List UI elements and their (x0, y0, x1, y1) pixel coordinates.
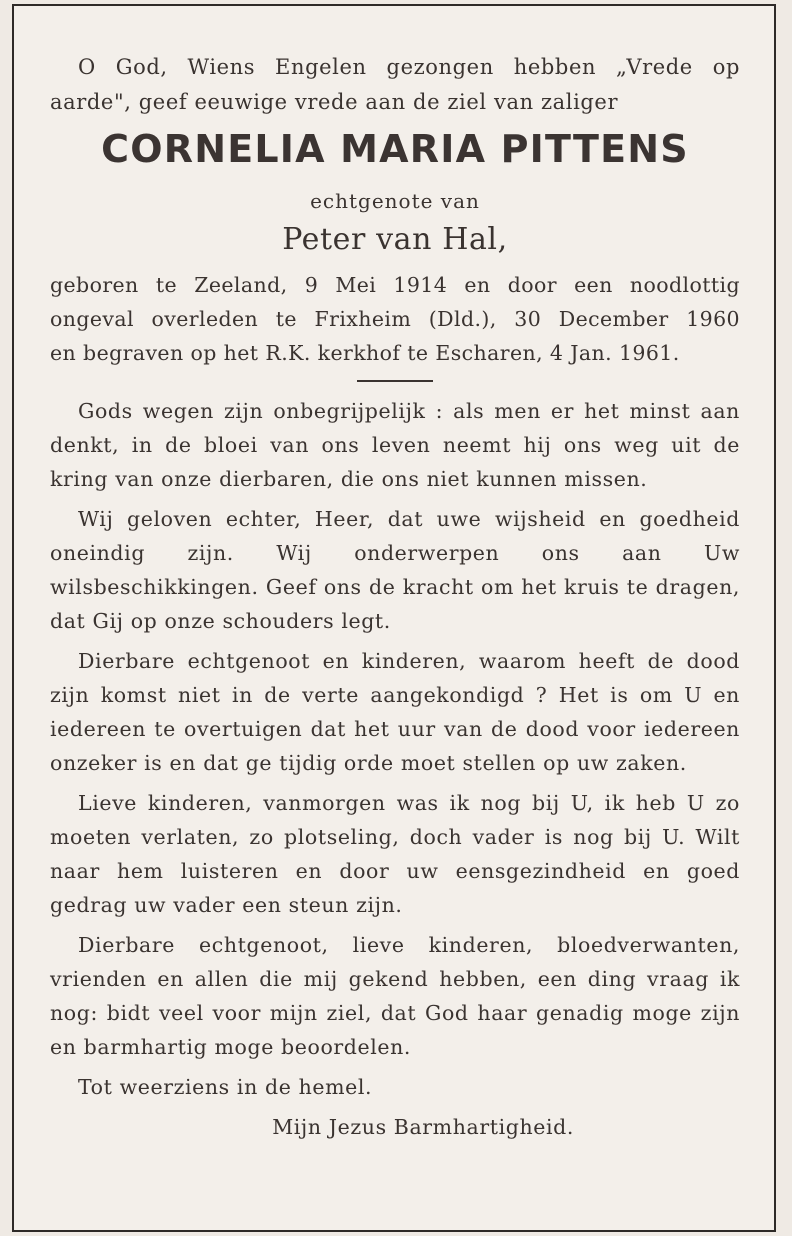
paragraph: Dierbare echtgenoot en kinderen, waarom heeft de dood zijn komst niet in de verte aangekondigd ? Het is om U en iedereen te overtuigen dat het uur van de dood voor iedereen onzeker is en dat ge tijdig orde moet stellen op uw zaken. (50, 649, 740, 775)
card-content (50, 50, 740, 1144)
dates-line: geboren te Zeeland, 9 Mei 1914 en door een noodlottig (50, 273, 740, 297)
deceased-name: CORNELIA MARIA PITTENS (101, 127, 689, 171)
divider (357, 380, 433, 382)
memorial-card (12, 4, 776, 1232)
spouse-label: echtgenote van (310, 189, 480, 213)
paragraph: Wij geloven echter, Heer, dat uwe wijsheid en goedheid oneindig zijn. Wij onderwerpen ons aan Uw wilsbeschikkingen. Geef ons de kracht om het kruis te dragen, dat Gij op onze schouders legt. (50, 507, 740, 633)
intro-prayer: O God, Wiens Engelen gezongen hebben „Vrede op aarde", geef eeuwige vrede aan de ziel van zaliger (50, 55, 740, 114)
closing-line: Tot weerziens in de hemel. (78, 1075, 373, 1099)
paragraph: Gods wegen zijn onbegrijpelijk : als men er het minst aan denkt, in de bloei van ons leven neemt hij ons weg uit de kring van onze dierbaren, die ons niet kunnen missen. (50, 399, 740, 491)
life-dates (50, 268, 740, 370)
dates-line: ongeval overleden te Frixheim (Dld.), 30 December 1960 (50, 307, 740, 331)
spouse-name: Peter van Hal, (282, 222, 508, 257)
paragraph: Dierbare echtgenoot, lieve kinderen, bloedverwanten, vrienden en allen die mij gekend hebben, een ding vraag ik nog: bidt veel voor mijn ziel, dat God haar genadig moge zijn en barmhartig moge beoordelen. (50, 933, 740, 1059)
paragraph: Lieve kinderen, vanmorgen was ik nog bij U, ik heb U zo moeten verlaten, zo plotseling, doch vader is nog bij U. Wilt naar hem luisteren en door uw eensgezindheid en goed gedrag uw vader een steun zijn. (50, 791, 740, 917)
dates-line: en begraven op het R.K. kerkhof te Escharen, 4 Jan. 1961. (50, 341, 680, 365)
closing-prayer: Mijn Jezus Barmhartigheid. (272, 1115, 574, 1139)
